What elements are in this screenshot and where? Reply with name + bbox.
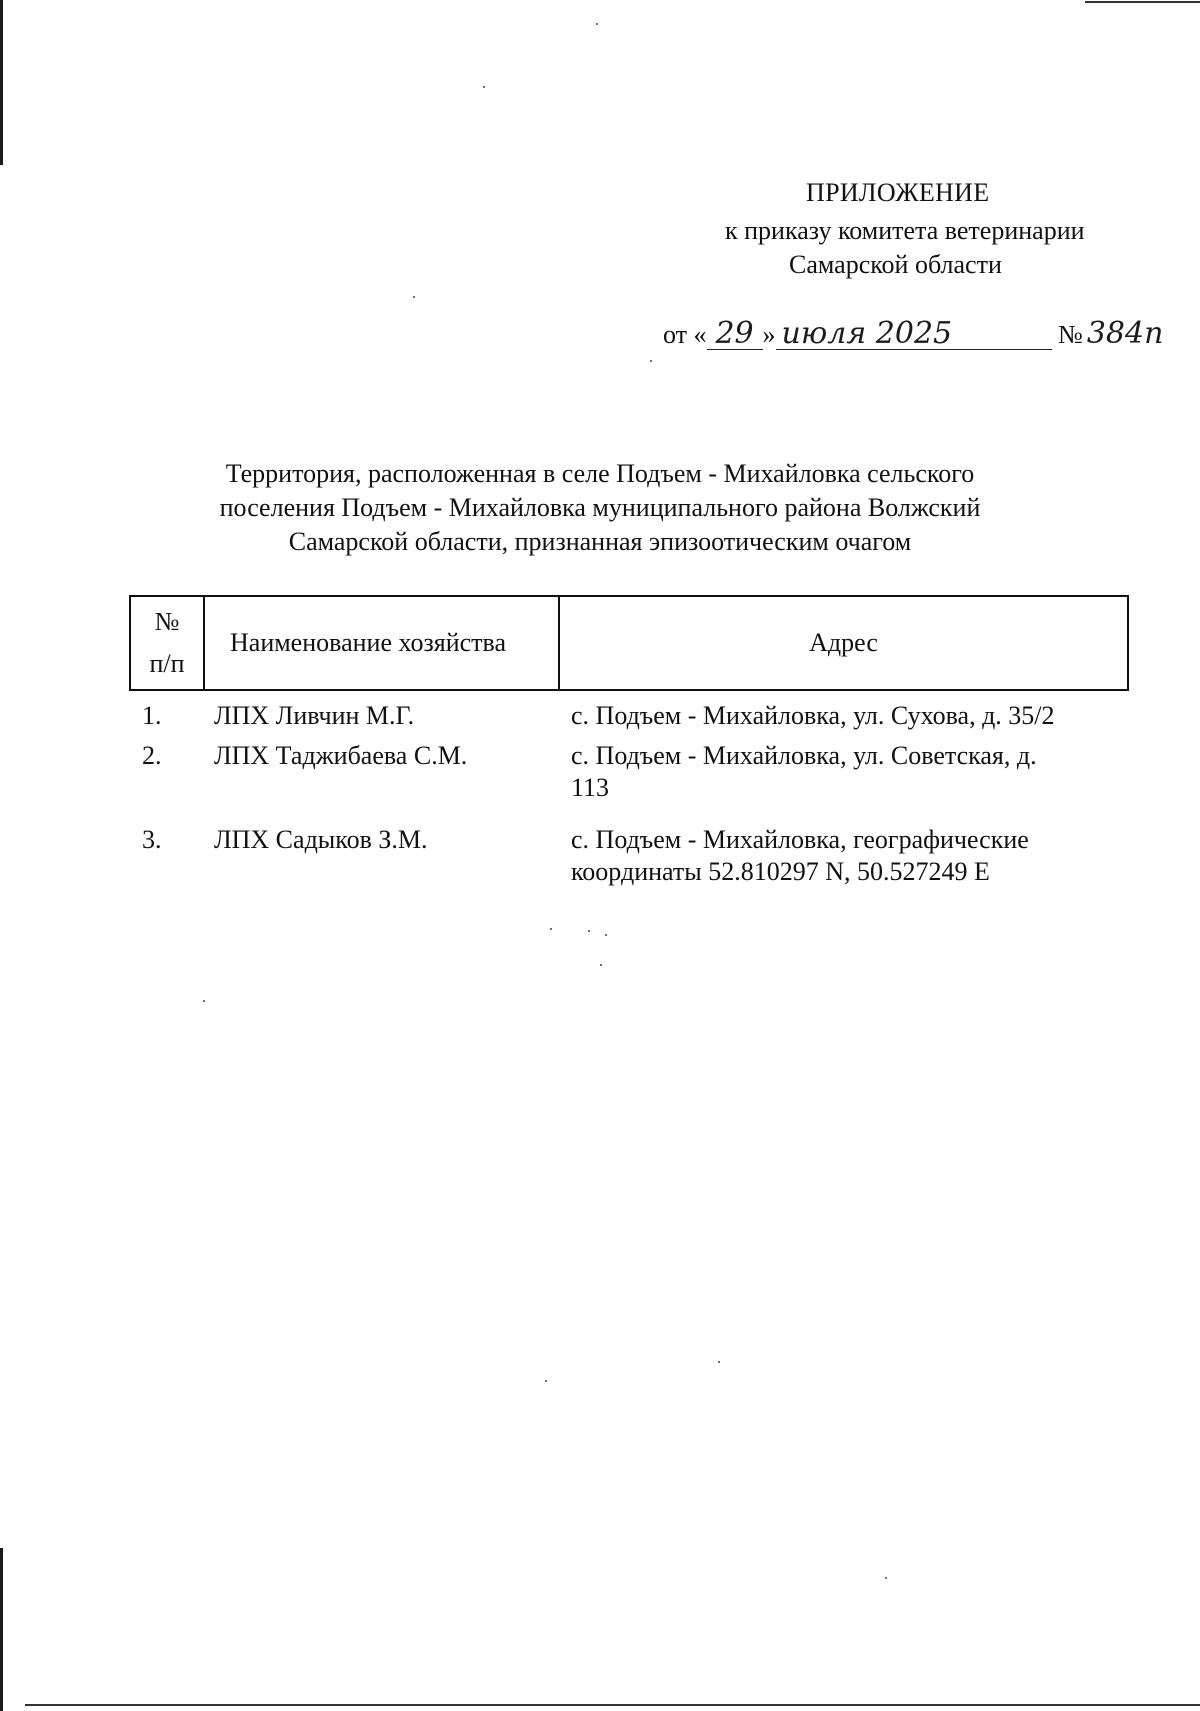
- scan-speck: [588, 930, 590, 932]
- scan-speck: [718, 1361, 720, 1363]
- header-farm-name: Наименование хозяйства: [204, 596, 559, 690]
- scan-speck: [550, 928, 552, 930]
- heading-line: Самарской области, признанная эпизоотическим очагом: [288, 527, 912, 556]
- row-address-line: с. Подъем - Михайловка, ул. Сухова, д. 35/2: [571, 701, 1055, 730]
- scan-speck: [413, 296, 415, 298]
- row-address: [559, 736, 1128, 824]
- farm-table: [129, 595, 1129, 894]
- scan-speck: [483, 86, 485, 88]
- table-row: [130, 690, 1128, 736]
- heading-line: поселения Подъем - Михайловка муниципального района Волжский: [219, 493, 981, 522]
- table-row: [130, 824, 1128, 894]
- row-number: 2.: [142, 741, 162, 770]
- table-header-row: [130, 596, 1128, 690]
- header-number: [130, 596, 204, 690]
- order-date-number: [663, 316, 1163, 351]
- order-month-year: июля 2025: [776, 319, 1052, 350]
- scan-speck: [650, 360, 652, 362]
- territory-heading: [150, 457, 1050, 559]
- row-address-line: 113: [571, 773, 610, 802]
- order-number-label: №: [1058, 320, 1083, 349]
- scan-speck: [605, 934, 607, 936]
- header-number-pp: п/п: [149, 649, 185, 678]
- row-farm-name: ЛПХ Таджибаева С.М.: [214, 741, 468, 770]
- scan-edge-top-right: [1085, 1, 1200, 3]
- row-address-line: координаты 52.810297 N, 50.527249 E: [571, 857, 990, 886]
- order-day: 29: [707, 319, 763, 350]
- appendix-reference: к приказу комитета ветеринарии: [725, 216, 1085, 245]
- appendix-region: Самарской области: [789, 250, 1002, 279]
- row-address-line: с. Подъем - Михайловка, географические: [571, 825, 1029, 854]
- order-quote-close: »: [762, 320, 776, 349]
- scan-edge-left-bottom: [0, 1548, 3, 1711]
- scan-speck: [596, 23, 598, 25]
- row-farm-name: ЛПХ Ливчин М.Г.: [214, 701, 415, 730]
- scan-edge-left: [0, 0, 3, 165]
- row-address-line: с. Подъем - Михайловка, ул. Советская, д.: [571, 741, 1037, 770]
- scan-speck: [600, 964, 602, 966]
- scan-edge-bottom: [25, 1704, 1200, 1706]
- row-number: 1.: [142, 701, 162, 730]
- row-number: 3.: [142, 825, 162, 854]
- order-from-label: от «: [663, 320, 707, 349]
- row-address: [559, 690, 1128, 736]
- row-farm-name: ЛПХ Садыков З.М.: [214, 825, 428, 854]
- order-number: 384п: [1086, 316, 1164, 351]
- scan-speck: [545, 1380, 547, 1382]
- appendix-title: ПРИЛОЖЕНИЕ: [806, 178, 990, 207]
- scan-speck: [203, 1000, 205, 1002]
- row-address: [559, 824, 1128, 894]
- scan-speck: [885, 1577, 887, 1579]
- table-row: [130, 736, 1128, 824]
- header-number-sign: №: [154, 607, 180, 636]
- header-address: Адрес: [559, 596, 1128, 690]
- heading-line: Территория, расположенная в селе Подъем - Михайловка сельского: [225, 459, 975, 488]
